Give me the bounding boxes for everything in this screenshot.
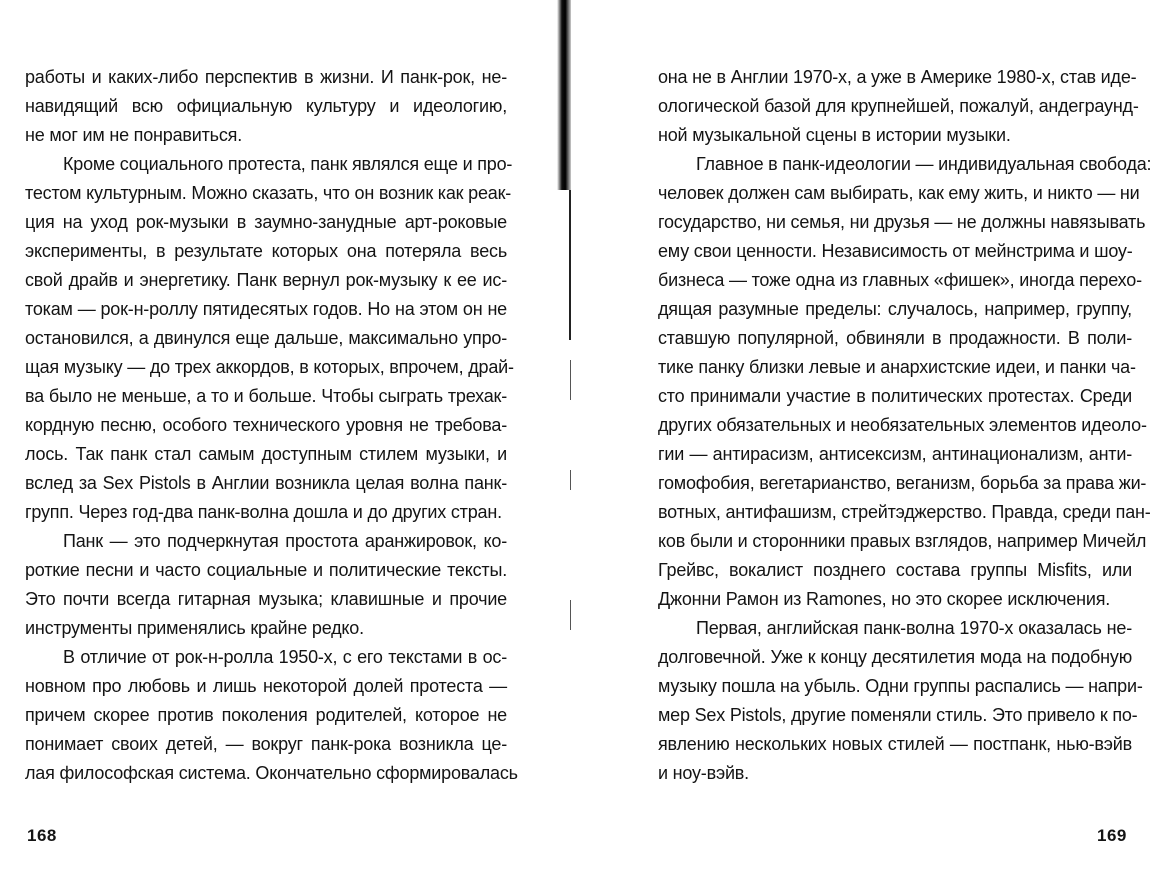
text-line: мер Sex Pistols, другие поменяли стиль. Это привело к по- (658, 705, 1138, 725)
left-page-text (25, 63, 518, 788)
text-line: тике панку близки левые и анархистские идеи, и панки ча- (658, 357, 1136, 377)
gutter-shadow (557, 0, 571, 190)
text-line: токам — рок-н-роллу пятидесятых годов. Но на этом он не (25, 299, 507, 319)
left-page (0, 0, 560, 877)
text-line: Грейвс, вокалист позднего состава группы Misfits, или (658, 560, 1132, 580)
text-line: ция на уход рок-музыки в заумно-занудные арт-роковые (25, 212, 507, 232)
text-line: ему свои ценности. Независимость от мейнстрима и шоу- (658, 241, 1133, 261)
text-line: она не в Англии 1970-х, а уже в Америке 1980-х, став иде- (658, 67, 1137, 87)
text-line: гомофобия, вегетарианство, веганизм, борьба за права жи- (658, 473, 1147, 493)
text-line: лось. Так панк стал самым доступным стилем музыки, и (25, 444, 507, 464)
text-line: других обязательных и необязательных элементов идеоло- (658, 415, 1147, 435)
text-line: кордную песню, особого технического уровня не требова- (25, 415, 507, 435)
text-line: Первая, английская панк-волна 1970-х оказалась не- (696, 618, 1132, 638)
text-line: Панк — это подчеркнутая простота аранжировок, ко- (63, 531, 507, 551)
text-line: ологической базой для крупнейшей, пожалуй, андеграунд- (658, 96, 1139, 116)
right-page-text (658, 63, 1152, 788)
text-line: музыку пошла на убыль. Одни группы распались — напри- (658, 676, 1143, 696)
text-line: Джонни Рамон из Ramones, но это скорее исключения. (658, 589, 1111, 609)
text-line: В отличие от рок-н-ролла 1950-х, с его текстами в ос- (63, 647, 507, 667)
text-line: ков были и сторонники правых взглядов, например Мичейл (658, 531, 1147, 551)
text-line: ва было не меньше, а то и больше. Чтобы сыграть трехак- (25, 386, 507, 406)
gutter-shadow-line (569, 190, 571, 340)
text-line: Кроме социального протеста, панк являлся еще и про- (63, 154, 513, 174)
text-line: ставшую популярной, обвиняли в продажности. В поли- (658, 328, 1132, 348)
text-line: и ноу-вэйв. (658, 763, 749, 783)
text-line: государство, ни семья, ни друзья — не должны навязывать (658, 212, 1146, 232)
text-line: вслед за Sex Pistols в Англии возникла целая волна панк- (25, 473, 507, 493)
text-line: понимает своих детей, — вокруг панк-рока возникла це- (25, 734, 507, 754)
text-line: щая музыку — до трех аккордов, в которых, впрочем, драй- (25, 357, 514, 377)
gutter-mark (570, 360, 571, 400)
page-number: 169 (1097, 826, 1127, 845)
text-line: работы и каких-либо перспектив в жизни. И панк-рок, не- (25, 67, 507, 87)
text-line: новном про любовь и лишь некоторой долей протеста — (25, 676, 507, 696)
text-line: инструменты применялись крайне редко. (25, 618, 364, 638)
text-line: навидящий всю официальную культуру и идеологию, (25, 96, 507, 116)
text-line: остановился, а двинулся еще дальше, максимально упро- (25, 328, 507, 348)
right-page (580, 0, 1162, 877)
page-number: 168 (27, 826, 57, 845)
gutter-mark (570, 470, 571, 490)
text-line: групп. Через год-два панк-волна дошла и до других стран. (25, 502, 502, 522)
text-line: вотных, антифашизм, стрейтэджерство. Правда, среди пан- (658, 502, 1151, 522)
text-line: Главное в панк-идеологии — индивидуальная свобода: (696, 154, 1152, 174)
text-line: явлению нескольких новых стилей — постпанк, нью-вэйв (658, 734, 1132, 754)
text-line: дящая разумные пределы: случалось, например, группу, (658, 299, 1132, 319)
text-line: бизнеса — тоже одна из главных «фишек», иногда перехо- (658, 270, 1142, 290)
text-line: лая философская система. Окончательно сформировалась (25, 763, 518, 783)
text-line: Это почти всегда гитарная музыка; клавишные и прочие (25, 589, 507, 609)
text-line: причем скорее против поколения родителей, которое не (25, 705, 507, 725)
text-line: свой драйв и энергетику. Панк вернул рок-музыку к ее ис- (25, 270, 507, 290)
text-line: не мог им не понравиться. (25, 125, 242, 145)
gutter-mark (570, 600, 571, 630)
text-line: человек должен сам выбирать, как ему жить, и никто — ни (658, 183, 1140, 203)
text-line: долговечной. Уже к концу десятилетия мода на подобную (658, 647, 1132, 667)
text-line: гии — антирасизм, антисексизм, антинационализм, анти- (658, 444, 1132, 464)
text-line: сто принимали участие в политических протестах. Среди (658, 386, 1132, 406)
book-gutter (553, 0, 575, 877)
text-line: эксперименты, в результате которых она потеряла весь (25, 241, 507, 261)
text-line: ной музыкальной сцены в истории музыки. (658, 125, 1011, 145)
text-line: тестом культурным. Можно сказать, что он возник как реак- (25, 183, 512, 203)
text-line: роткие песни и часто социальные и политические тексты. (25, 560, 507, 580)
